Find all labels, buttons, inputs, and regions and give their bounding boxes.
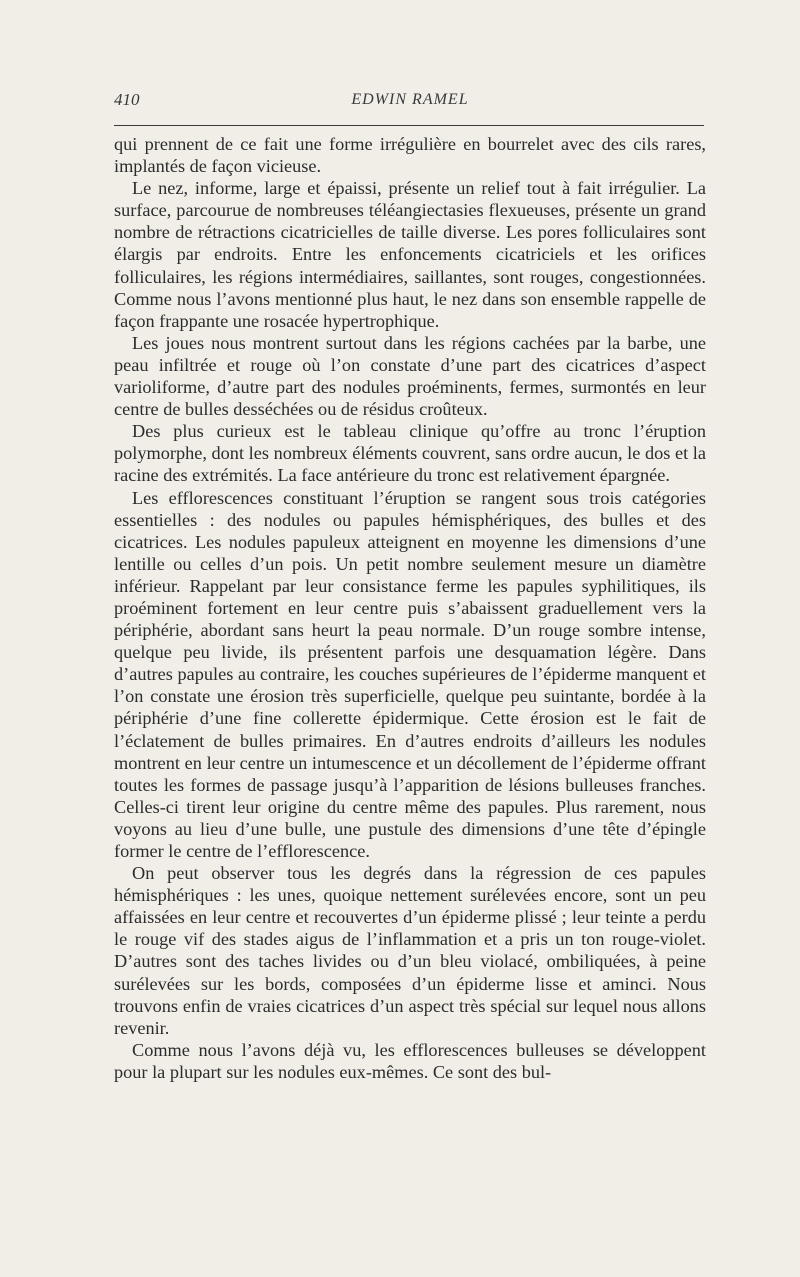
page-number: 410 [114,90,140,109]
paragraph-efflorescences: Les efflorescences constituant l’éruption se rangent sous trois catégories essentielles : des nodules ou papules hémisphériques, des bulles et des cicatrices. Les nodules papuleux atteignent en moyenne les dimensions d’une lentille ou celles d’un pois. Un petit nombre seulement mesure un diamètre inférieur. Rappelant par leur consistance ferme les papules syphilitiques, ils proéminent fortement en leur centre puis s’abaissent graduellement vers la périphérie, abordant sans heurt la peau normale. D’un rouge sombre intense, quelque peu livide, ils présentent parfois une desquamation légère. Dans d’autres papules au contraire, les couches supérieures de l’épiderme manquent et l’on constate une érosion très superficielle, quelque peu suintante, bordée à la périphérie d’une fine collerette épidermique. Cette érosion est le fait de l’éclatement de bulles primaires. En d’autres endroits d’ailleurs les nodules montrent en leur centre un intumescence et un décollement de l’épiderme offrant toutes les formes de passage jusqu’à l’apparition de lésions bulleuses franches. Celles-ci tirent leur origine du centre même des papules. Plus rarement, nous voyons au lieu d’une bulle, une pustule des dimensions d’une tête d’épingle former le centre de l’efflorescence. [114,487,706,861]
page-header [114,90,706,112]
paragraph-trunk: Des plus curieux est le tableau clinique qu’offre au tronc l’éruption polymorphe, dont les nombreux éléments couvrent, sans ordre aucun, le dos et la racine des extrémités. La face antérieure du tronc est relativement épargnée. [114,421,706,486]
header-rule [114,125,704,126]
paragraph-bullous: Comme nous l’avons déjà vu, les efflorescences bulleuses se développent pour la plupart sur les nodules eux-mêmes. Ce sont des bul- [114,1039,706,1082]
paragraph-cheeks: Les joues nous montrent surtout dans les régions cachées par la barbe, une peau infiltrée et rouge où l’on constate d’une part des cicatrices d’aspect varioliforme, d’autre part des nodules proéminents, fermes, surmontés en leur centre de bulles desséchées ou de résidus croûteux. [114,332,706,420]
running-head: EDWIN RAMEL [351,91,469,108]
body-text [114,133,706,1083]
paragraph-regression: On peut observer tous les degrés dans la régression de ces papules hémisphériques : les unes, quoique nettement surélevées encore, sont un peu affaissées en leur centre et recouvertes d’un épiderme plissé ; leur teinte a perdu le rouge vif des stades aigus de l’inflammation et a pris un ton rouge-violet. D’autres sont des taches livides ou d’un bleu violacé, ombiliquées, à peine surélevées sur les bords, composées d’un épiderme lisse et aminci. Nous trouvons enfin de vraies cicatrices d’un aspect très spécial sur lequel nous allons revenir. [114,863,706,1038]
paragraph-nose: Le nez, informe, large et épaissi, présente un relief tout à fait irrégulier. La surface, parcourue de nombreuses téléangiectasies flexueuses, présente un grand nombre de rétractions cicatricielles de taille diverse. Les pores folliculaires sont élargis par endroits. Entre les enfoncements cicatriciels et les orifices folliculaires, les régions intermédiaires, saillantes, sont rouges, congestionnées. Comme nous l’avons mentionné plus haut, le nez dans son ensemble rappelle de façon frappante une rosacée hypertrophique. [114,178,706,331]
paragraph-continued: qui prennent de ce fait une forme irrégulière en bourrelet avec des cils rares, implantés de façon vicieuse. [114,134,706,177]
